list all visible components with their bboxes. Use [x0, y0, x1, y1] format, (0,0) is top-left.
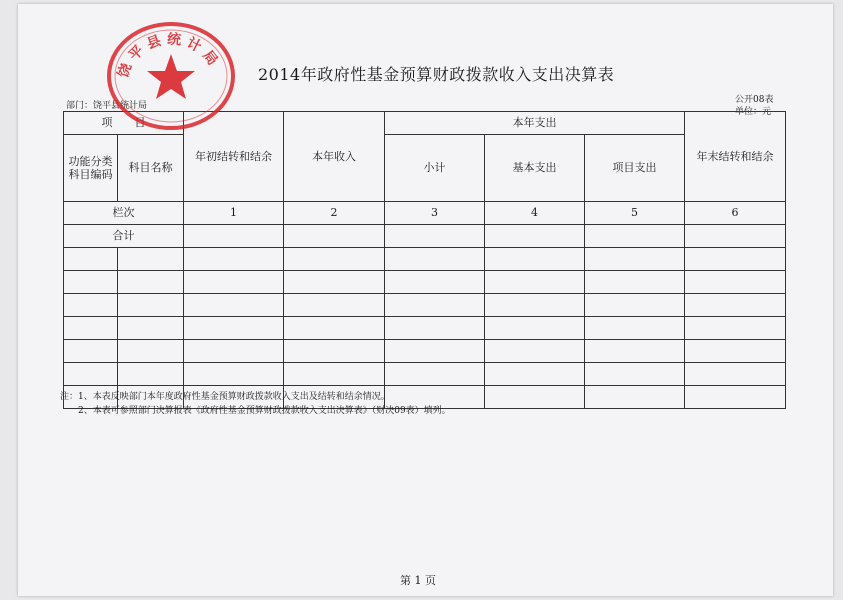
header-row-2 [64, 135, 786, 202]
table-cell [485, 225, 585, 248]
note-line-2: 2、本表可参照部门决算报表《政府性基金预算财政拨款收入支出决算表》（财决09表）填列。 [60, 406, 451, 416]
col-income: 本年收入 [284, 112, 385, 202]
department-label: 部门：饶平县统计局 [66, 101, 148, 111]
table-cell [284, 225, 385, 248]
official-seal [105, 20, 237, 132]
table-cell [585, 225, 685, 248]
column-number: 1 [184, 202, 284, 225]
total-row [64, 225, 786, 248]
page-footer: 第 1 页 [400, 574, 436, 587]
seal-star-icon [147, 54, 195, 99]
table-row [64, 248, 786, 271]
table-row [64, 271, 786, 294]
table-row [64, 317, 786, 340]
page-title: 2014年政府性基金预算财政拨款收入支出决算表 [258, 65, 615, 84]
row-label-total: 合计 [64, 225, 184, 248]
column-number: 5 [585, 202, 685, 225]
table-cell [184, 225, 284, 248]
svg-text:饶 平 县 统 计 局: 饶 平 县 统 计 局 [115, 31, 221, 80]
col-project: 项目支出 [585, 135, 685, 202]
column-number: 3 [385, 202, 485, 225]
table-row [64, 340, 786, 363]
table-row [64, 294, 786, 317]
col-basic: 基本支出 [485, 135, 585, 202]
table-cell [385, 225, 485, 248]
col-func-code: 功能分类科目编码 [64, 135, 118, 202]
row-label-column-number: 栏次 [64, 202, 184, 225]
column-number: 2 [284, 202, 385, 225]
col-subject-name: 科目名称 [118, 135, 184, 202]
column-number-row [64, 202, 786, 225]
note-line-1: 注：1、本表反映部门本年度政府性基金预算财政拨款收入支出及结转和结余情况。 [60, 392, 390, 402]
col-expense-group: 本年支出 [385, 112, 685, 135]
budget-table [63, 111, 786, 409]
column-number: 6 [685, 202, 786, 225]
unit-label: 单位：元 [735, 107, 772, 117]
col-opening: 年初结转和结余 [184, 112, 284, 202]
table-row [64, 363, 786, 386]
column-number: 4 [485, 202, 585, 225]
col-subtotal: 小计 [385, 135, 485, 202]
table-cell [685, 225, 786, 248]
header-item: 项 目 [64, 112, 184, 135]
col-closing: 年末结转和结余 [685, 112, 786, 202]
form-code: 公开08表 [735, 95, 774, 105]
notes [60, 390, 451, 418]
